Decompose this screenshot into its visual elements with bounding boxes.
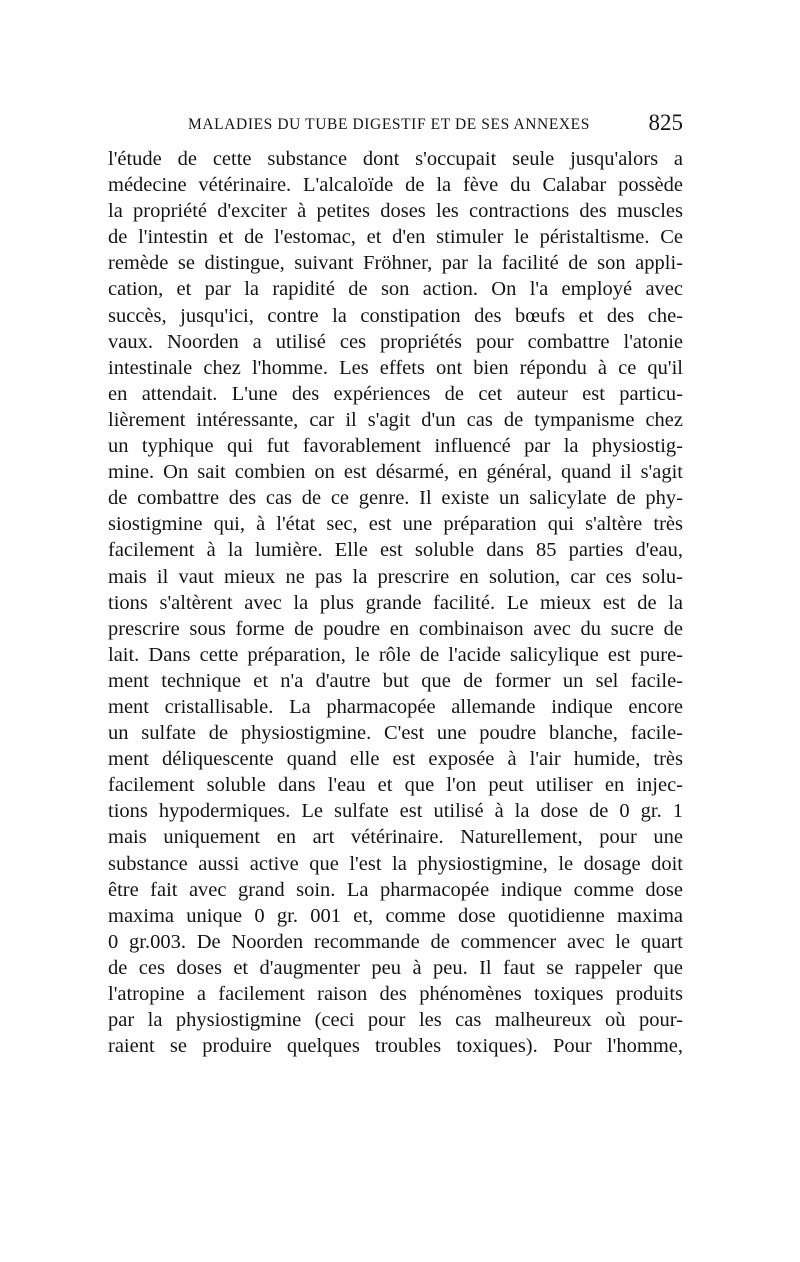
text-line: succès, jusqu'ici, contre la constipation des bœufs et des che- bbox=[108, 304, 683, 327]
text-line: raient se produire quelques troubles toxiques). Pour l'homme, bbox=[108, 1035, 683, 1058]
text-line: ment technique et n'a d'autre but que de former un sel facile- bbox=[108, 669, 683, 692]
text-line: mine. On sait combien on est désarmé, en général, quand il s'agit bbox=[108, 461, 683, 484]
text-line: lait. Dans cette préparation, le rôle de l'acide salicylique est pure- bbox=[108, 643, 683, 666]
text-line: un sulfate de physiostigmine. C'est une poudre blanche, facile- bbox=[108, 722, 683, 745]
text-line: remède se distingue, suivant Fröhner, par la facilité de son appli- bbox=[108, 252, 683, 275]
text-line: tions s'altèrent avec la plus grande facilité. Le mieux est de la bbox=[108, 591, 683, 614]
text-line: de combattre des cas de ce genre. Il existe un salicylate de phy- bbox=[108, 487, 683, 510]
text-line: siostigmine qui, à l'état sec, est une préparation qui s'altère très bbox=[108, 513, 683, 536]
text-line: facilement soluble dans l'eau et que l'on peut utiliser en injec- bbox=[108, 774, 683, 797]
text-line: ment déliquescente quand elle est exposée à l'air humide, très bbox=[108, 748, 683, 771]
text-line: facilement à la lumière. Elle est soluble dans 85 parties d'eau, bbox=[108, 539, 683, 562]
text-line: mais uniquement en art vétérinaire. Naturellement, pour une bbox=[108, 826, 683, 849]
text-line: vaux. Noorden a utilisé ces propriétés pour combattre l'atonie bbox=[108, 330, 683, 353]
text-line: de ces doses et d'augmenter peu à peu. Il faut se rappeler que bbox=[108, 956, 683, 979]
text-line: ment cristallisable. La pharmacopée allemande indique encore bbox=[108, 695, 683, 718]
text-line: en attendait. L'une des expériences de cet auteur est particu- bbox=[108, 382, 683, 405]
text-line: lièrement intéressante, car il s'agit d'un cas de tympanisme chez bbox=[108, 408, 683, 431]
body-paragraph bbox=[108, 146, 683, 1059]
running-head-title: MALADIES DU TUBE DIGESTIF ET DE SES ANNEXES bbox=[188, 116, 590, 133]
text-line: la propriété d'exciter à petites doses les contractions des muscles bbox=[108, 200, 683, 223]
text-line: être fait avec grand soin. La pharmacopée indique comme dose bbox=[108, 878, 683, 901]
page-number: 825 bbox=[648, 110, 683, 135]
text-line: l'étude de cette substance dont s'occupait seule jusqu'alors a bbox=[108, 148, 683, 170]
text-line: intestinale chez l'homme. Les effets ont bien répondu à ce qu'il bbox=[108, 356, 683, 379]
text-line: cation, et par la rapidité de son action. On l'a employé avec bbox=[108, 278, 683, 301]
text-line: substance aussi active que l'est la physiostigmine, le dosage doit bbox=[108, 852, 683, 875]
text-line: tions hypodermiques. Le sulfate est utilisé à la dose de 0 gr. 1 bbox=[108, 800, 683, 823]
text-line: 0 gr.003. De Noorden recommande de commencer avec le quart bbox=[108, 930, 683, 953]
text-line: médecine vétérinaire. L'alcaloïde de la fève du Calabar possède bbox=[108, 174, 683, 197]
text-line: maxima unique 0 gr. 001 et, comme dose quotidienne maxima bbox=[108, 904, 683, 927]
text-line: mais il vaut mieux ne pas la prescrire en solution, car ces solu- bbox=[108, 565, 683, 588]
text-line: un typhique qui fut favorablement influencé par la physiostig- bbox=[108, 435, 683, 458]
text-line: l'atropine a facilement raison des phénomènes toxiques produits bbox=[108, 983, 683, 1005]
text-line: par la physiostigmine (ceci pour les cas malheureux où pour- bbox=[108, 1009, 683, 1032]
running-head bbox=[108, 110, 683, 140]
text-line: de l'intestin et de l'estomac, et d'en stimuler le péristaltisme. Ce bbox=[108, 226, 683, 249]
text-line: prescrire sous forme de poudre en combinaison avec du sucre de bbox=[108, 617, 683, 640]
